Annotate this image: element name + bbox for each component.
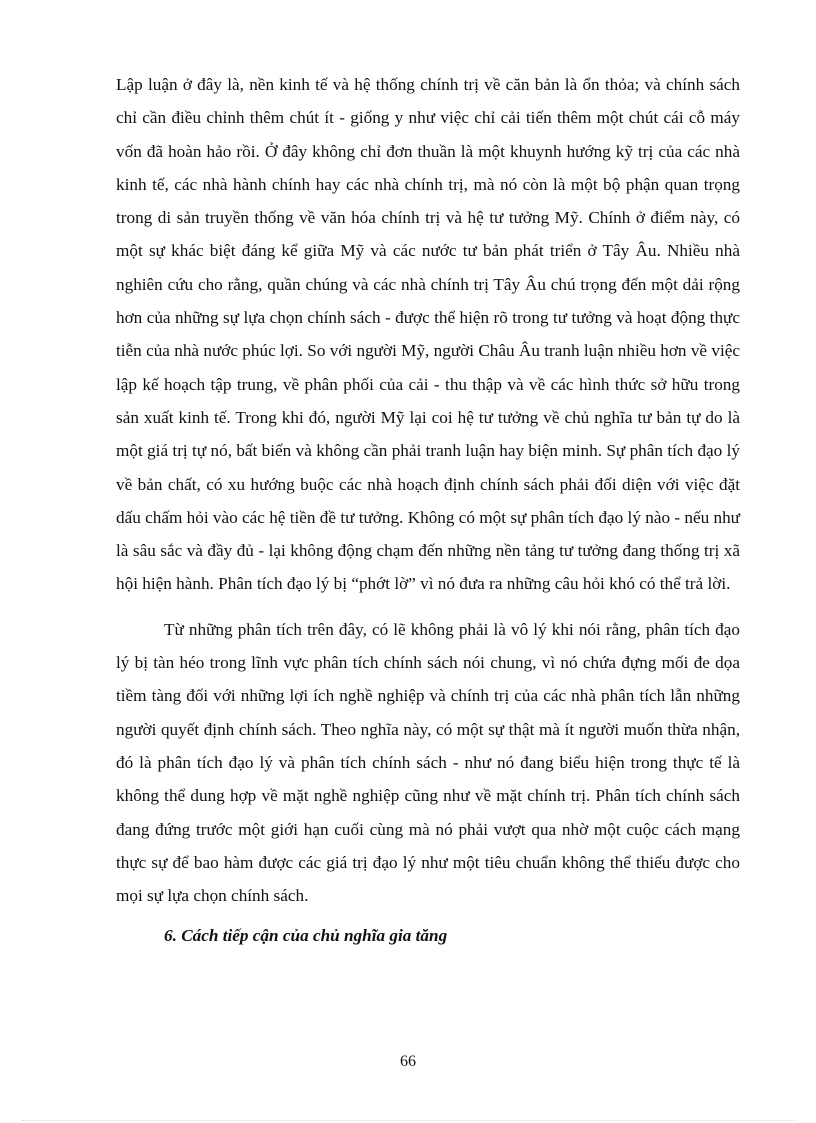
page-bottom-divider — [22, 1120, 794, 1121]
page-number: 66 — [400, 1053, 416, 1070]
body-paragraph-2: Từ những phân tích trên đây, có lẽ không phải là vô lý khi nói rằng, phân tích đạo lý bị tàn héo trong lĩnh vực phân tích chính sách nói chung, vì nó chứa đựng mối đe dọa tiềm tàng đối với những lợi ích nghề nghiệp và chính trị của các nhà phân tích lẫn những người quyết định chính sách. Theo nghĩa này, có một sự thật mà ít người muốn thừa nhận, đó là phân tích đạo lý và phân tích chính sách - như nó đang biểu hiện trong thực tế là không thể dung hợp về mặt nghề nghiệp cũng như về mặt chính trị. Phân tích chính sách đang đứng trước một giới hạn cuối cùng mà nó phải vượt qua nhờ một cuộc cách mạng thực sự để bao hàm được các giá trị đạo lý như một tiêu chuẩn không thể thiếu được cho mọi sự lựa chọn chính sách. — [116, 619, 740, 906]
body-paragraph-1: Lập luận ở đây là, nền kinh tế và hệ thống chính trị về căn bản là ổn thỏa; và chính sách chỉ cần điều chỉnh thêm chút ít - giống y như việc chỉ cải tiến thêm một chút cái cỗ máy vốn đã hoàn hảo rồi. Ở đây không chỉ đơn thuần là một khuynh hướng kỹ trị của các nhà kinh tế, các nhà hành chính hay các nhà chính trị, mà nó còn là một bộ phận quan trọng trong di sản truyền thống về văn hóa chính trị và hệ tư tưởng Mỹ. Chính ở điểm này, có một sự khác biệt đáng kể giữa Mỹ và các nước tư bản phát triển ở Tây Âu. Nhiều nhà nghiên cứu cho rằng, quần chúng và các nhà chính trị Tây Âu chú trọng đến một dải rộng hơn của những sự lựa chọn chính sách - được thể hiện rõ trong tư tưởng và hoạt động thực tiễn của nhà nước phúc lợi. So với người Mỹ, người Châu Âu tranh luận nhiều hơn về việc lập kế hoạch tập trung, về phân phối của cải - thu thập và về các hình thức sở hữu trong sản xuất kinh tế. Trong khi đó, người Mỹ lại coi hệ tư tưởng về chủ nghĩa tư bản tự do là một giá trị tự nó, bất biến và không cần phải tranh luận hay biện minh. Sự phân tích đạo lý về bản chất, có xu hướng buộc các nhà hoạch định chính sách phải đối diện với việc đặt dấu chấm hỏi vào các hệ tiền đề tư tưởng. Không có một sự phân tích đạo lý nào - nếu như là sâu sắc và đầy đủ - lại không động chạm đến những nền tảng tư tưởng đang thống trị xã hội hiện hành. Phân tích đạo lý bị “phớt lờ” vì nó đưa ra những câu hỏi khó có thể trả lời. — [116, 75, 740, 594]
section-heading: 6. Cách tiếp cận của chủ nghĩa gia tăng — [164, 926, 448, 946]
document-page — [116, 68, 740, 951]
